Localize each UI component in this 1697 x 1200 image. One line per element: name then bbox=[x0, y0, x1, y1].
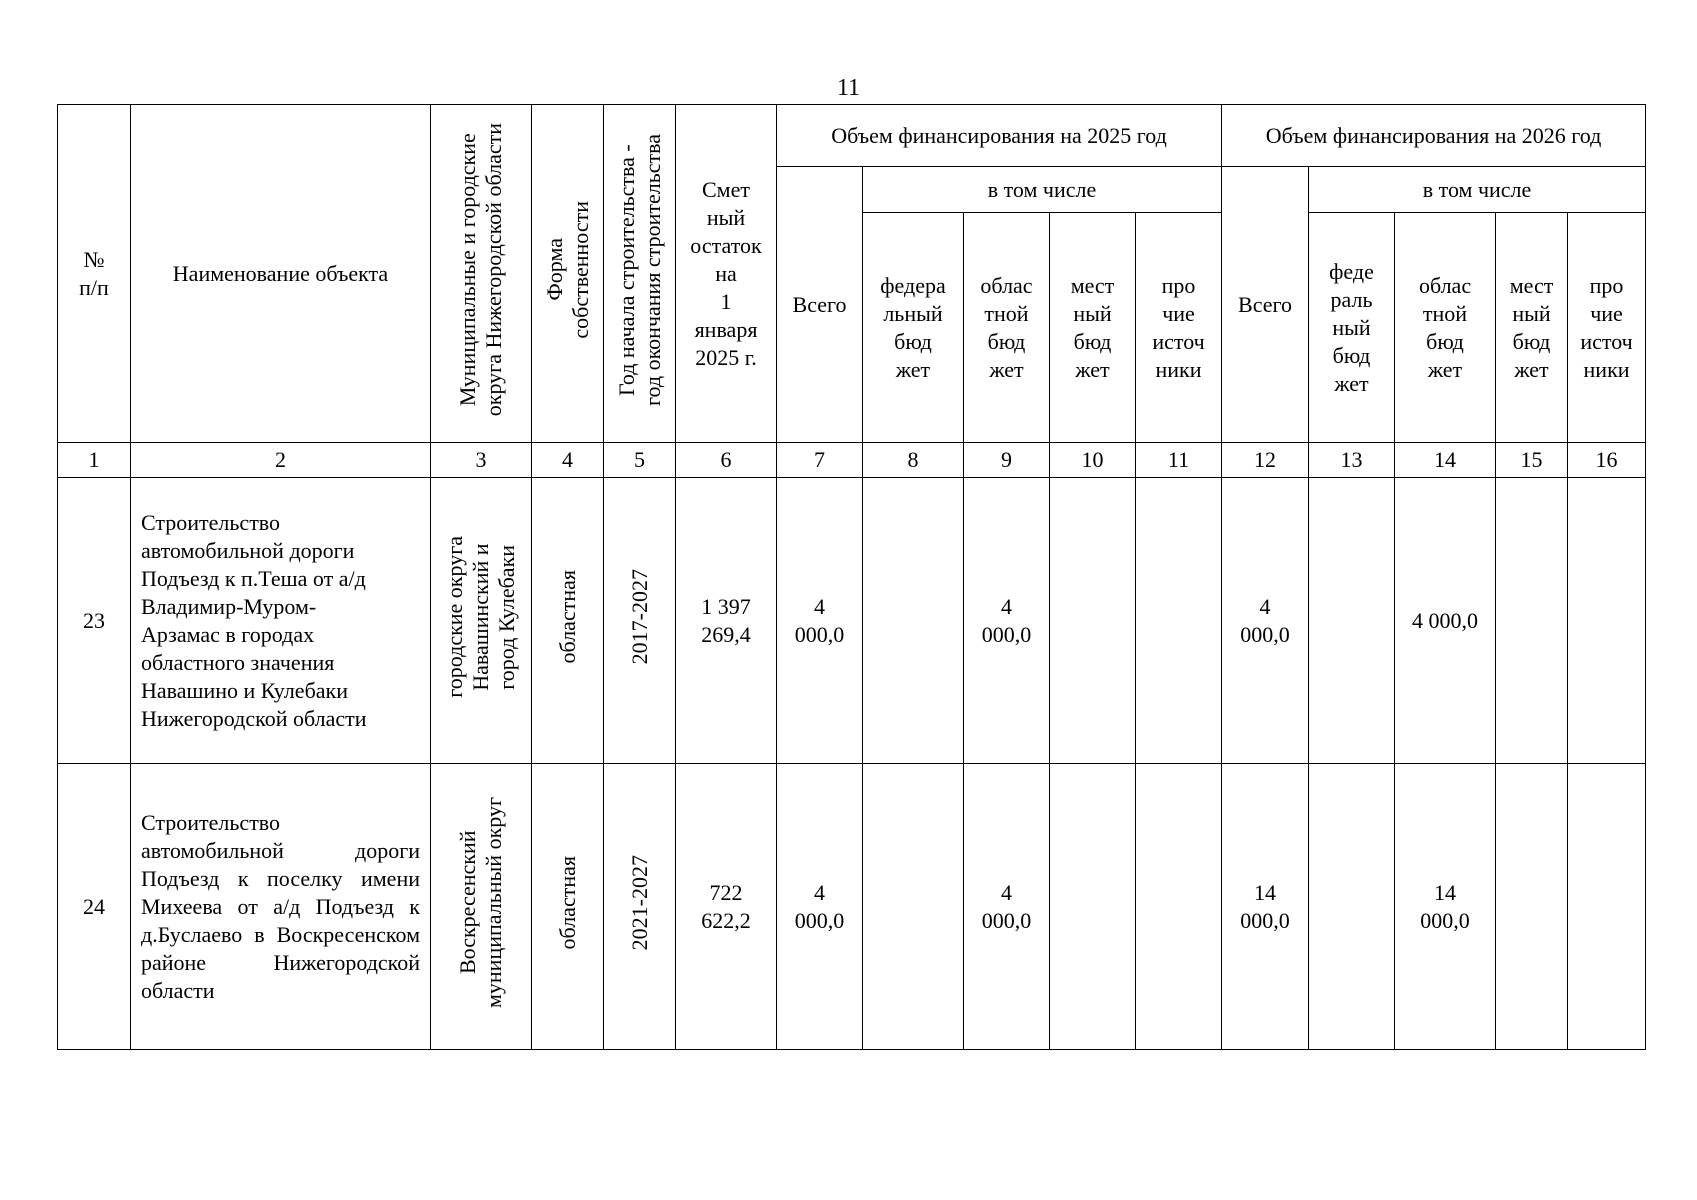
column-number: 9 bbox=[964, 443, 1050, 478]
federal-2026-cell bbox=[1309, 478, 1395, 764]
local-2026-cell bbox=[1496, 478, 1568, 764]
header-other-2025: про чие источ ники bbox=[1136, 213, 1222, 443]
column-number: 2 bbox=[131, 443, 431, 478]
federal-2025-cell bbox=[863, 764, 964, 1050]
row-number: 24 bbox=[58, 764, 131, 1050]
total-2026-cell: 4 000,0 bbox=[1222, 478, 1309, 764]
column-number: 4 bbox=[532, 443, 604, 478]
ownership-cell: областная bbox=[532, 478, 604, 764]
header-years: Год начала строительства - год окончания строительства bbox=[604, 105, 676, 443]
column-number: 3 bbox=[431, 443, 532, 478]
regional-2026-cell: 4 000,0 bbox=[1395, 478, 1496, 764]
header-including-2025: в том числе bbox=[863, 167, 1222, 213]
column-numbers-row bbox=[58, 443, 1646, 478]
page-number: 11 bbox=[836, 75, 861, 101]
total-2025-cell: 4 000,0 bbox=[777, 478, 863, 764]
local-2025-cell bbox=[1050, 764, 1136, 1050]
other-2026-cell bbox=[1568, 478, 1646, 764]
regional-2026-cell: 14 000,0 bbox=[1395, 764, 1496, 1050]
header-regional-2025: облас тной бюд жет bbox=[964, 213, 1050, 443]
header-financing-2026: Объем финансирования на 2026 год bbox=[1222, 105, 1646, 167]
header-number: № п/п bbox=[58, 105, 131, 443]
column-number: 15 bbox=[1496, 443, 1568, 478]
header-total-2026: Всего bbox=[1222, 167, 1309, 443]
table-row bbox=[58, 478, 1646, 764]
header-estimate-balance: Смет ный остаток на 1 января 2025 г. bbox=[676, 105, 777, 443]
district-cell: Воскресенский муниципальный округ bbox=[431, 764, 532, 1050]
other-2025-cell bbox=[1136, 478, 1222, 764]
column-number: 12 bbox=[1222, 443, 1309, 478]
other-2025-cell bbox=[1136, 764, 1222, 1050]
object-name: Строительство автомобильной дороги Подъезд к поселку имени Михеева от а/д Подъезд к д.Буслаево в Воскресенском районе Нижегородской области bbox=[131, 764, 431, 1050]
header-district: Муниципальные и городские округа Нижегородской области bbox=[431, 105, 532, 443]
header-federal-2025: федера льный бюд жет bbox=[863, 213, 964, 443]
federal-2025-cell bbox=[863, 478, 964, 764]
balance-cell: 1 397 269,4 bbox=[676, 478, 777, 764]
total-2025-cell: 4 000,0 bbox=[777, 764, 863, 1050]
years-cell: 2021-2027 bbox=[604, 764, 676, 1050]
total-2026-cell: 14 000,0 bbox=[1222, 764, 1309, 1050]
district-cell: городские округа Навашинский и город Кулебаки bbox=[431, 478, 532, 764]
column-number: 14 bbox=[1395, 443, 1496, 478]
header-ownership: Форма собственности bbox=[532, 105, 604, 443]
column-number: 11 bbox=[1136, 443, 1222, 478]
column-number: 13 bbox=[1309, 443, 1395, 478]
column-number: 10 bbox=[1050, 443, 1136, 478]
years-cell: 2017-2027 bbox=[604, 478, 676, 764]
column-number: 7 bbox=[777, 443, 863, 478]
balance-cell: 722 622,2 bbox=[676, 764, 777, 1050]
regional-2025-cell: 4 000,0 bbox=[964, 764, 1050, 1050]
header-local-2026: мест ный бюд жет bbox=[1496, 213, 1568, 443]
header-regional-2026: облас тной бюд жет bbox=[1395, 213, 1496, 443]
other-2026-cell bbox=[1568, 764, 1646, 1050]
local-2026-cell bbox=[1496, 764, 1568, 1050]
header-federal-2026: феде раль ный бюд жет bbox=[1309, 213, 1395, 443]
column-number: 8 bbox=[863, 443, 964, 478]
federal-2026-cell bbox=[1309, 764, 1395, 1050]
regional-2025-cell: 4 000,0 bbox=[964, 478, 1050, 764]
table-row bbox=[58, 764, 1646, 1050]
header-total-2025: Всего bbox=[777, 167, 863, 443]
row-number: 23 bbox=[58, 478, 131, 764]
local-2025-cell bbox=[1050, 478, 1136, 764]
header-local-2025: мест ный бюд жет bbox=[1050, 213, 1136, 443]
column-number: 16 bbox=[1568, 443, 1646, 478]
header-financing-2025: Объем финансирования на 2025 год bbox=[777, 105, 1222, 167]
header-including-2026: в том числе bbox=[1309, 167, 1646, 213]
column-number: 5 bbox=[604, 443, 676, 478]
column-number: 6 bbox=[676, 443, 777, 478]
column-number: 1 bbox=[58, 443, 131, 478]
financing-table bbox=[57, 104, 1646, 1050]
header-other-2026: про чие источ ники bbox=[1568, 213, 1646, 443]
header-object-name: Наименование объекта bbox=[131, 105, 431, 443]
object-name: Строительство автомобильной дороги Подъезд к п.Теша от а/д Владимир-Муром- Арзамас в городах областного значения Навашино и Кулебаки Нижегородской области bbox=[131, 478, 431, 764]
ownership-cell: областная bbox=[532, 764, 604, 1050]
